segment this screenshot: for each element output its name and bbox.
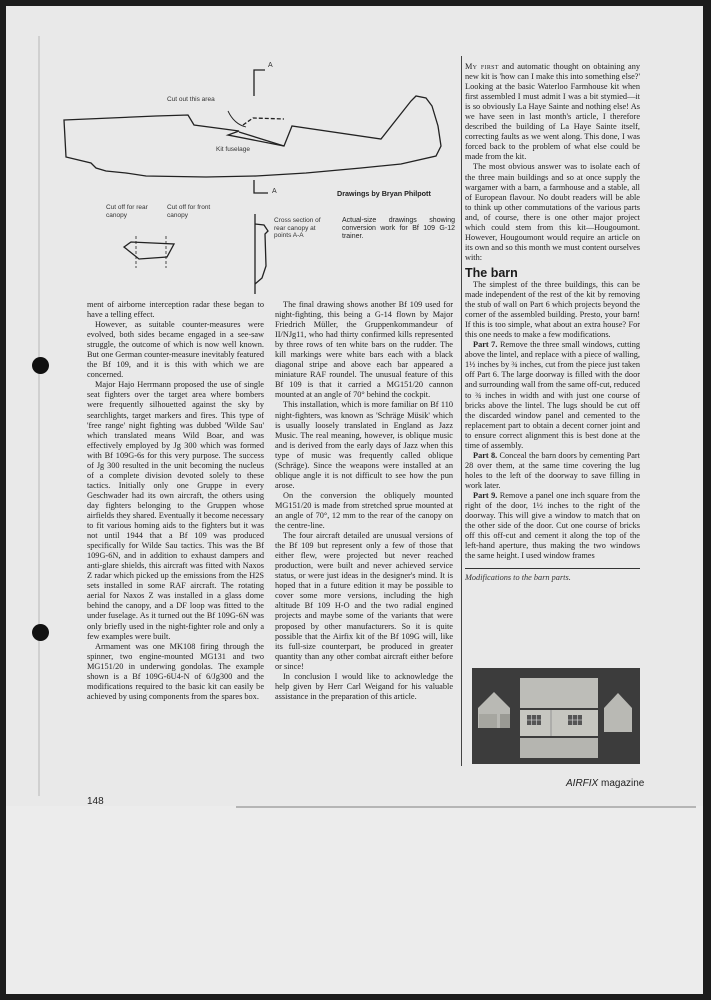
part-label: Part 7. xyxy=(473,340,498,350)
scanned-sheet xyxy=(6,6,703,994)
technical-drawing xyxy=(56,56,466,296)
article-column-1 xyxy=(87,300,264,702)
page-edge-line xyxy=(236,806,696,808)
part-7-paragraph xyxy=(465,340,640,451)
part-label: Part 9. xyxy=(473,490,498,500)
paragraph: The simplest of the three buildings, this can be made independent of the rest of the kit by removing the stub of wall on Part 6 which projects beyond the corner of the assembled building. Presto, your barn! If this is too simple, what about an extra house? For this one needs to make a few modifications. xyxy=(465,279,640,340)
photo-caption: Modifications to the barn parts. xyxy=(465,573,571,583)
barn-parts-illustration xyxy=(472,668,640,764)
canopy-piece xyxy=(124,242,174,259)
paragraph: ment of airborne interception radar these began to have a telling effect. xyxy=(87,300,264,320)
section-label-bottom: A xyxy=(272,188,277,195)
page-number: 148 xyxy=(87,796,104,807)
magazine-title xyxy=(566,778,644,789)
part-text: Remove the three small windows, cutting above the lintel, and replace with a piece of walling, 1½ inches by ¾ inches, cut from the piece just taken off Part 6. The large doorway is filled with the door and surrounding wall from the same off-cut, reduced to ¾ inches in width and with just one course of bricks above the lintel. The lugs should be cut off the discarded window panel and cemented to the replacement part to obtain a decent corner joint and to ensure correct alignment this is best done at the time of assembly. xyxy=(465,340,640,450)
fuselage-drawing xyxy=(56,56,466,296)
magazine-page xyxy=(6,6,703,806)
magazine-word: magazine xyxy=(598,778,645,789)
part-text: Conceal the barn doors by cementing Part 28 over them, at the same time covering the lug holes to the left of the doorway to save filling in work later. xyxy=(465,450,640,490)
part-8-paragraph xyxy=(465,451,640,491)
section-marker-top xyxy=(254,70,265,96)
section-marker-bottom xyxy=(254,180,268,193)
drawing-credit: Drawings by Bryan Philpott xyxy=(337,189,431,198)
section-label-top: A xyxy=(268,62,273,69)
cross-section-profile xyxy=(255,224,268,284)
kit-fuselage-label: Kit fuselage xyxy=(216,146,250,153)
intro-text: and automatic thought on obtaining any new kit is 'how can I make this into something else?' Looking at the basic Waterloo Farmhouse kit when first assembled I must admit I was a bit stymied—it is so obviously La Haye Sainte and nothing else! As we have seen in last month's article, I therefore described the building of La Haye Sainte itself, correcting faults as we went along. This done, I was forced back to the problem of what else could be made from the kit. xyxy=(465,62,640,162)
binder-crease xyxy=(38,36,40,796)
paragraph: Major Hajo Herrmann proposed the use of single seat fighters over the target area where bombers were frequently silhouetted against the sky by searchlights, target markers and fires. This type of 'free range' night fighting was dubbed 'Wilde Sau' which translated means Wild Boar, and was effectively employed by Jg 300 which was formed with Bf 109G-6s for this very purpose. The success of Jg 300 resulted in the unit becoming the nucleus of a complete division devoted solely to these tactics. Initially only one Gruppe in every Geschwader had its own aircraft, the others using day fighters belonging to the Gruppen whose airfields they shared. Eventually it become necessary to fit various homing aids to the fighters but it was not until 1944 that a Bf 109 was produced specifically for Wilde Sau tactics. This was the Bf 109G-6N, and in addition to exhaust dampers and anti-glare shields, this aircraft was fitted with Naxos Z radar which picked up the emissions from the H2S sets installed in some RAF aircraft. The rotating aerial for Naxos Z was installed in a glass dome behind the canopy, and a DF loop was fitted to the under fuselage. As it turned out the Bf 109G-6N was only briefly used in the night-fighter role and only a few examples were built. xyxy=(87,380,264,641)
paragraph: Armament was one MK108 firing through the spinner, two engine-mounted MG131 and two MG151/20 in underwing gondolas. The example shown is a Bf 109G-6U4-N of 6/Jg300 and the modifications required to the basic kit can easily be achieved by using components from the spares box. xyxy=(87,641,264,701)
column-divider xyxy=(461,56,462,766)
article-column-3 xyxy=(465,62,640,583)
cut-out-label: Cut out this area xyxy=(167,96,215,103)
paragraph: The four aircraft detailed are unusual versions of the Bf 109 but represent only a few of those that either flew, were projected but never reached production, were built and never achieved service status, or were just ideas in the designer's mind. It is hoped that in a future edition it may be possible to cover some more versions, including the high altitude Bf 109 H-O and the two radial engined projects and maybe some of the variants that were proposed by other manufacturers. So it is quite possible that the Airfix kit of the Bf 109G will, like its full-size counterpart, be produced in greater quantity than any other combat aircraft either before or since! xyxy=(275,531,453,671)
paragraph: On the conversion the obliquely mounted MG151/20 is made from stretched sprue mounted at an angle of 70°, 12 mm to the rear of the canopy on the centre-line. xyxy=(275,490,453,531)
punch-hole-icon xyxy=(32,357,49,374)
part-text: Remove a panel one inch square from the right of the door, 1½ inches to the right of the doorway. This will give a window to match that on the other side of the door. Cut one course of bricks off this off-cut and cement it along the top of the left-hand aperture, thus making the two windows the same height. I used window frames xyxy=(465,490,640,561)
paragraph: This installation, which is more familiar on Bf 110 night-fighters, was known as 'Schräge Müsik' which is usually loosely translated in England as Jazz Music. The real meaning, however, is oblique music and is derived from the early days of Jazz when this type of music was frequently called oblique (Schräge). Since the weapons were installed at an oblique angle it is not difficult to see how the pun arose. xyxy=(275,400,453,490)
part-9-paragraph xyxy=(465,491,640,561)
paragraph: The final drawing shows another Bf 109 used for night-fighting, this being a G-14 flown by Major Friedrich Müller, the Gruppenkommandeur of II/NJg11, who had thirty confirmed kills represented by three rows of ten white bars on the rudder. The kill markings were white bars each with a black diagonal stripe and above each bar appeared a miniature RAF roundel. The unusual feature of this Bf 109 is that it carried a MG151/20 cannon mounted at an angle of 70° behind the cockpit. xyxy=(275,300,453,400)
cross-section-label: Cross section of rear canopy at points A-A xyxy=(274,217,321,239)
cut-line xyxy=(243,118,284,125)
part-label: Part 8. xyxy=(473,450,498,460)
barn-parts-photo xyxy=(472,668,640,764)
punch-hole-icon xyxy=(32,624,49,641)
intro-paragraph xyxy=(465,62,640,162)
magazine-brand: AIRFIX xyxy=(566,778,599,789)
intro-smallcaps: My first xyxy=(465,62,499,71)
article-column-2 xyxy=(275,300,453,702)
caption-rule xyxy=(465,568,640,569)
cut-front-canopy-label: Cut off for front canopy xyxy=(167,204,211,219)
section-heading: The barn xyxy=(465,265,518,280)
drawing-caption: Actual-size drawings showing conversion work for Bf 109 G-12 trainer. xyxy=(342,217,455,240)
cut-rear-canopy-label: Cut off for rear canopy xyxy=(106,204,148,219)
paragraph: In conclusion I would like to acknowledge the help given by Herr Carl Weigand for his valuable assistance in the preparation of this article. xyxy=(275,671,453,701)
paragraph: However, as suitable counter-measures were evolved, both sides became engaged in a see-saw struggle, the outcome of which is now well known. But one German counter-measure inevitably featured the Bf 109, and it is this with which we are concerned. xyxy=(87,320,264,380)
paragraph: The most obvious answer was to isolate each of the three main buildings and so at once supply the wargamer with a barn, a farmhouse and a stable, all of European flavour. No doubt readers will be able to think up other commutations of the various parts and, of course, there is one other major project which could stem from this kit—Hougoumont. However, Hougoumont would require an article on its own and so this month we must content ourselves with: xyxy=(465,162,640,262)
